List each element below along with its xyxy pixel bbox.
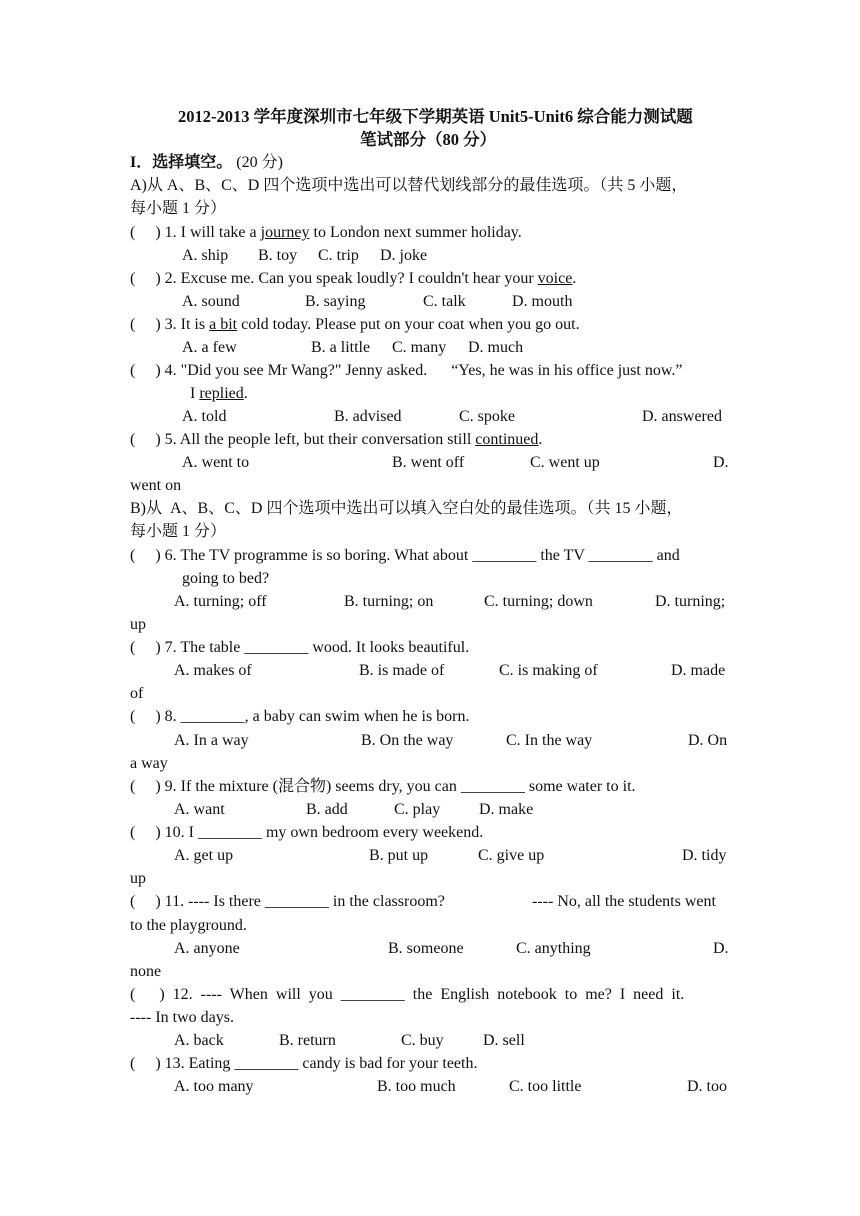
question-1	[130, 223, 522, 243]
option-c: C. too little	[509, 1078, 582, 1095]
option-d: D. too	[687, 1078, 727, 1095]
option-c: C. In the way	[506, 732, 593, 749]
question-5	[130, 430, 542, 450]
option-d-cont: went on	[130, 477, 182, 494]
option-b: B. return	[279, 1032, 336, 1049]
option-c: C. many	[392, 339, 447, 356]
question-4-cont	[190, 384, 248, 404]
underlined-word: continued	[475, 431, 539, 448]
question-13: ( ) 13. Eating ________ candy is bad for your teeth.	[130, 1055, 478, 1072]
question-2	[130, 269, 576, 289]
question-3	[130, 315, 580, 335]
option-d: D. tidy	[682, 847, 727, 864]
question-text: to London next summer holiday.	[309, 224, 522, 241]
question-text: ( ) 1. I will take a	[130, 224, 261, 241]
question-text: .	[572, 270, 577, 287]
question-text: ( ) 5. All the people left, but their conversation still	[130, 431, 476, 448]
option-c: C. give up	[478, 847, 545, 864]
section-heading	[130, 153, 283, 173]
question-text: ( ) 2. Excuse me. Can you speak loudly? I couldn't hear your	[130, 270, 538, 287]
option-a: A. back	[174, 1032, 224, 1049]
option-d-cont: none	[130, 963, 162, 980]
option-b: B. saying	[305, 293, 366, 310]
option-b: B. put up	[369, 847, 429, 864]
option-c: C. is making of	[499, 662, 598, 679]
part-a-instruction-cont: 每小题 1 分）	[130, 200, 227, 217]
exam-subtitle: 笔试部分（80 分）	[360, 130, 497, 149]
question-text: cold today. Please put on your coat when you go out.	[237, 316, 580, 333]
option-d: D. make	[479, 801, 534, 818]
option-b: B. went off	[392, 454, 465, 471]
option-d: D. joke	[380, 247, 428, 264]
option-c: C. play	[394, 801, 441, 818]
option-a: A. ship	[182, 247, 229, 264]
option-c: C. anything	[516, 940, 591, 957]
option-a: A. a few	[182, 339, 237, 356]
question-6: ( ) 6. The TV programme is so boring. What about ________ the TV ________ and	[130, 547, 680, 564]
option-d: D. sell	[483, 1032, 525, 1049]
question-12-cont: ---- In two days.	[130, 1009, 234, 1026]
option-b: B. a little	[311, 339, 371, 356]
option-a: A. makes of	[174, 662, 252, 679]
option-d: D.	[713, 940, 729, 957]
option-b: B. advised	[334, 408, 402, 425]
option-a: A. sound	[182, 293, 240, 310]
option-c: C. buy	[401, 1032, 444, 1049]
question-text: I	[190, 385, 200, 402]
exam-title: 2012-2013 学年度深圳市七年级下学期英语 Unit5-Unit6 综合能力测试题	[178, 107, 693, 126]
option-a: A. turning; off	[174, 593, 267, 610]
question-11-answer: ---- No, all the students went	[532, 893, 716, 910]
option-a: A. told	[182, 408, 227, 425]
option-d: D. mouth	[512, 293, 573, 310]
option-d-cont: up	[130, 616, 146, 633]
option-b: B. toy	[258, 247, 298, 264]
part-b-instruction: B)从 A、B、C、D 四个选项中选出可以填入空白处的最佳选项。（共 15 小题，	[130, 500, 683, 517]
option-b: B. too much	[377, 1078, 456, 1095]
option-d: D.	[713, 454, 729, 471]
option-d: D. On	[688, 732, 728, 749]
option-b: B. add	[306, 801, 348, 818]
option-d: D. made	[671, 662, 726, 679]
option-b: B. turning; on	[344, 593, 434, 610]
option-a: A. too many	[174, 1078, 254, 1095]
option-a: A. went to	[182, 454, 250, 471]
question-4: ( ) 4. "Did you see Mr Wang?" Jenny asked. “Yes, he was in his office just now.”	[130, 362, 683, 379]
option-b: B. is made of	[359, 662, 445, 679]
question-8: ( ) 8. ________, a baby can swim when he is born.	[130, 708, 470, 725]
underlined-word: journey	[260, 224, 310, 241]
question-11: ( ) 11. ---- Is there ________ in the classroom?	[130, 893, 445, 910]
option-b: B. On the way	[361, 732, 454, 749]
option-c: C. turning; down	[484, 593, 593, 610]
option-a: A. In a way	[174, 732, 249, 749]
question-text: .	[538, 431, 543, 448]
option-d: D. turning;	[655, 593, 726, 610]
option-c: C. spoke	[459, 408, 515, 425]
question-11-cont: to the playground.	[130, 917, 247, 934]
option-b: B. someone	[388, 940, 464, 957]
question-10: ( ) 10. I ________ my own bedroom every weekend.	[130, 824, 484, 841]
section-heading-label: I．选择填空。	[130, 154, 233, 171]
option-a: A. want	[174, 801, 225, 818]
option-a: A. anyone	[174, 940, 240, 957]
part-b-instruction-cont: 每小题 1 分）	[130, 523, 227, 540]
option-c: C. went up	[530, 454, 600, 471]
question-text: .	[243, 385, 248, 402]
underlined-word: a bit	[209, 316, 238, 333]
section-heading-points: (20 分)	[236, 154, 283, 171]
question-9: ( ) 9. If the mixture (混合物) seems dry, you can ________ some water to it.	[130, 778, 636, 795]
underlined-word: replied	[199, 385, 244, 402]
option-a: A. get up	[174, 847, 234, 864]
option-d-cont: up	[130, 870, 146, 887]
option-d-cont: a way	[130, 755, 168, 772]
underlined-word: voice	[537, 270, 573, 287]
option-d-cont: of	[130, 685, 144, 702]
question-6-cont: going to bed?	[182, 570, 270, 587]
question-12: ( ) 12. ---- When will you ________ the English notebook to me? I need it.	[130, 986, 685, 1003]
option-c: C. talk	[423, 293, 466, 310]
question-7: ( ) 7. The table ________ wood. It looks beautiful.	[130, 639, 470, 656]
question-text: ( ) 3. It is	[130, 316, 210, 333]
option-d: D. much	[468, 339, 524, 356]
part-a-instruction: A)从 A、B、C、D 四个选项中选出可以替代划线部分的最佳选项。（共 5 小题，	[130, 177, 688, 194]
option-d: D. answered	[642, 408, 722, 425]
option-c: C. trip	[318, 247, 359, 264]
